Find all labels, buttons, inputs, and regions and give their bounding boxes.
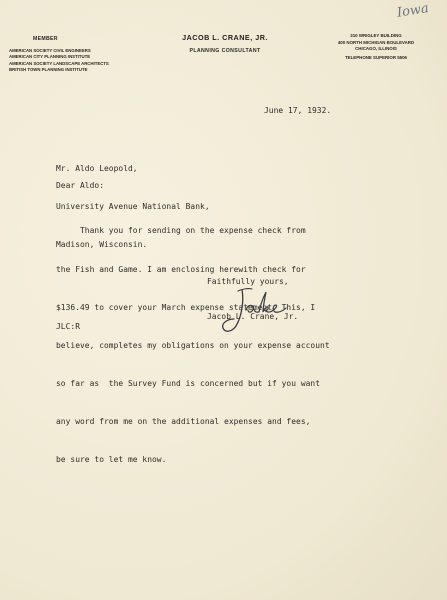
- address-line: CHICAGO, ILLINOIS: [355, 46, 397, 52]
- body-line: be sure to let me know.: [56, 455, 167, 465]
- affiliation-line: AMERICAN CITY PLANNING INSTITUTE: [9, 54, 91, 60]
- affiliation-line: BRITISH TOWN PLANNING INSTITUTE: [9, 66, 88, 72]
- address-line: 400 NORTH MICHIGAN BOULEVARD: [337, 39, 415, 45]
- address-line: 310 WRIGLEY BUILDING: [350, 33, 402, 38]
- letterhead-name: JACOB L. CRANE, JR.: [182, 33, 268, 42]
- body-line: the Fish and Game. I am enclosing herewith check for: [56, 264, 306, 274]
- letterhead-member-label: MEMBER: [33, 36, 58, 42]
- body-line: Thank you for sending on the expense check from: [56, 226, 306, 236]
- signer-name: Jacob L. Crane, Jr.: [207, 312, 299, 321]
- recipient-line: Mr. Aldo Leopold,: [56, 164, 138, 174]
- handwritten-signature: [220, 282, 300, 338]
- salutation: Dear Aldo:: [56, 181, 105, 190]
- handwritten-note: Iowa: [396, 1, 430, 21]
- affiliation-line: AMERICAN SOCIETY LANDSCAPE ARCHITECTS: [9, 60, 109, 66]
- affiliation-line: AMERICAN SOCIETY CIVIL ENGINEERS: [9, 48, 91, 53]
- body-line: $136.49 to cover your March expense statement. This, I: [56, 302, 316, 312]
- letter-body: [56, 200, 330, 492]
- body-line: believe, completes my obligations on your expense account: [56, 340, 330, 350]
- letterhead-address: [328, 33, 424, 61]
- body-line: so far as the Survey Fund is concerned but if you want: [56, 378, 321, 388]
- letterhead-title: PLANNING CONSULTANT: [189, 48, 261, 54]
- letter-date: June 17, 1932.: [264, 106, 332, 115]
- letterhead-phone: TELEPHONE SUPERIOR 5506: [345, 54, 407, 60]
- letterhead-affiliations: [9, 48, 109, 73]
- typist-initials: JLC:R: [56, 322, 81, 331]
- body-line: any word from me on the additional expenses and fees,: [56, 416, 311, 426]
- closing: Faithfully yours,: [207, 277, 289, 286]
- recipient-line: Madison, Wisconsin.: [56, 239, 148, 249]
- recipient-line: University Avenue National Bank,: [56, 201, 210, 211]
